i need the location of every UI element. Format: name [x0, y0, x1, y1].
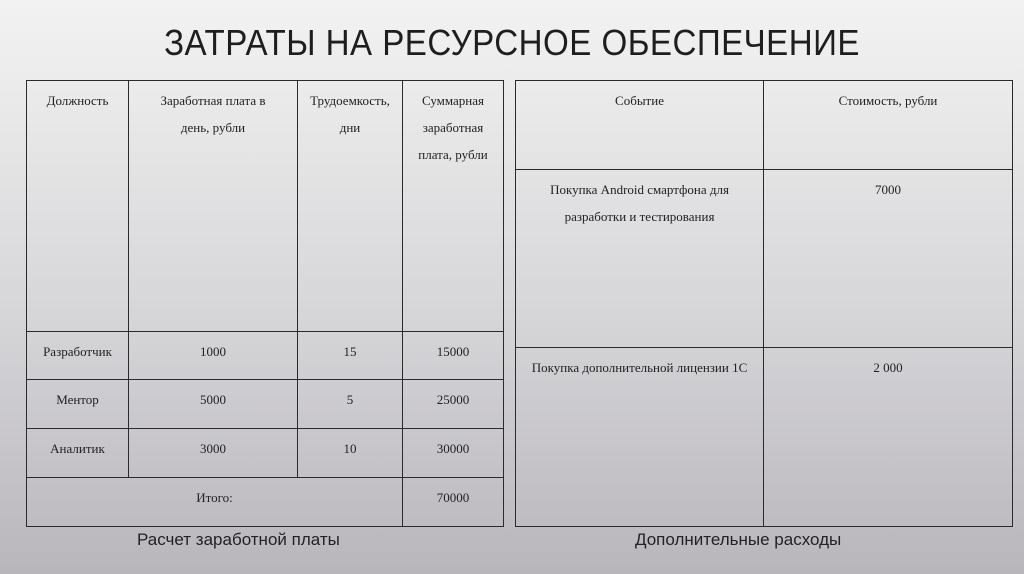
- cell: 10: [298, 429, 403, 478]
- table-row: [27, 332, 504, 380]
- cell: 30000: [403, 429, 504, 478]
- cell: Аналитик: [27, 429, 129, 478]
- header-cell: Суммарная заработная плата, рубли: [403, 81, 504, 332]
- table-header-row: [27, 81, 504, 332]
- header-cell: Событие: [516, 81, 764, 170]
- table-row: [516, 348, 1013, 527]
- header-cell: Стоимость, рубли: [764, 81, 1013, 170]
- cell: Ментор: [27, 380, 129, 429]
- cell: 2 000: [764, 348, 1013, 527]
- table-row: [516, 170, 1013, 348]
- header-cell: Должность: [27, 81, 129, 332]
- cell: 5: [298, 380, 403, 429]
- header-cell: Трудоемкость, дни: [298, 81, 403, 332]
- salary-caption: Расчет заработной платы: [137, 530, 340, 549]
- cell: 3000: [129, 429, 298, 478]
- table-row: [27, 380, 504, 429]
- total-value: 70000: [403, 478, 504, 527]
- cell: Покупка дополнительной лицензии 1С: [516, 348, 764, 527]
- cell: Разработчик: [27, 332, 129, 380]
- cell: 1000: [129, 332, 298, 380]
- header-cell: Заработная плата в день, рубли: [129, 81, 298, 332]
- cell: 7000: [764, 170, 1013, 348]
- expenses-table: [515, 80, 1013, 527]
- expenses-caption: Дополнительные расходы: [635, 530, 842, 549]
- cell: 15000: [403, 332, 504, 380]
- total-label: Итого:: [27, 478, 403, 527]
- cell: 25000: [403, 380, 504, 429]
- page-title: ЗАТРАТЫ НА РЕСУРСНОЕ ОБЕСПЕЧЕНИЕ: [164, 22, 860, 63]
- table-row: [27, 429, 504, 478]
- total-row: [27, 478, 504, 527]
- cell: Покупка Android смартфона для разработки и тестирования: [516, 170, 764, 348]
- table-header-row: [516, 81, 1013, 170]
- cell: 15: [298, 332, 403, 380]
- cell: 5000: [129, 380, 298, 429]
- salary-table: [26, 80, 504, 527]
